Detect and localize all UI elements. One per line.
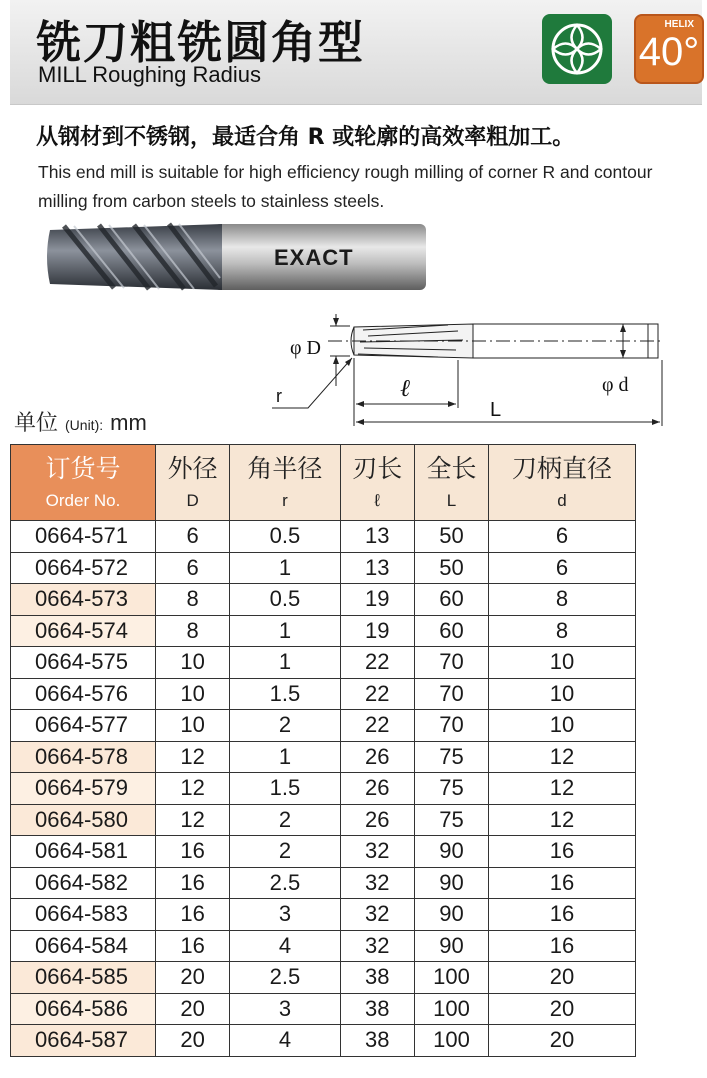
cell-d: 10: [489, 678, 636, 710]
cell-l: 38: [340, 962, 414, 994]
table-row: [11, 1025, 636, 1057]
cell-D: 6: [156, 521, 230, 553]
cell-l: 26: [340, 804, 414, 836]
cell-order-no: 0664-574: [11, 615, 156, 647]
table-row: [11, 962, 636, 994]
spec-table-header: [11, 445, 636, 521]
cell-d: 8: [489, 584, 636, 616]
cell-r: 4: [230, 1025, 341, 1057]
unit-en: (Unit): [65, 417, 100, 433]
helix-label: HELIX: [664, 19, 694, 30]
col-order-no: 订货号 Order No.: [11, 445, 156, 521]
cell-order-no: 0664-585: [11, 962, 156, 994]
cell-L: 75: [414, 804, 488, 836]
cell-d: 16: [489, 930, 636, 962]
cell-d: 8: [489, 615, 636, 647]
table-row: [11, 899, 636, 931]
cell-d: 6: [489, 552, 636, 584]
cell-order-no: 0664-581: [11, 836, 156, 868]
table-row: [11, 678, 636, 710]
cell-L: 60: [414, 615, 488, 647]
cell-D: 20: [156, 993, 230, 1025]
cell-L: 90: [414, 867, 488, 899]
cell-d: 20: [489, 962, 636, 994]
cell-L: 70: [414, 710, 488, 742]
cell-l: 32: [340, 867, 414, 899]
cell-d: 12: [489, 773, 636, 805]
page-title-en: MILL Roughing Radius: [38, 62, 261, 87]
four-flute-icon: [542, 14, 612, 84]
dim-label-r: r: [276, 386, 282, 406]
cell-L: 90: [414, 930, 488, 962]
col-overall-length: 全长 L: [414, 445, 488, 521]
cell-d: 12: [489, 804, 636, 836]
unit-label: [14, 406, 147, 437]
table-row: [11, 521, 636, 553]
table-row: [11, 993, 636, 1025]
cell-l: 22: [340, 647, 414, 679]
cell-order-no: 0664-582: [11, 867, 156, 899]
cell-order-no: 0664-583: [11, 899, 156, 931]
cell-l: 22: [340, 710, 414, 742]
page-title-zh: 铣刀粗铣圆角型: [36, 16, 366, 69]
table-row: [11, 741, 636, 773]
cell-D: 12: [156, 773, 230, 805]
cell-L: 60: [414, 584, 488, 616]
cell-order-no: 0664-587: [11, 1025, 156, 1057]
cell-L: 75: [414, 773, 488, 805]
description-zh: 从钢材到不锈钢，最适合角 R 或轮廓的高效率粗加工。: [36, 125, 575, 150]
table-row: [11, 615, 636, 647]
cell-l: 38: [340, 993, 414, 1025]
cell-d: 16: [489, 836, 636, 868]
cell-D: 6: [156, 552, 230, 584]
cell-r: 2: [230, 804, 341, 836]
dim-label-l: ℓ: [400, 376, 410, 402]
cell-L: 100: [414, 993, 488, 1025]
cell-D: 8: [156, 615, 230, 647]
table-row: [11, 930, 636, 962]
table-row: [11, 647, 636, 679]
cell-D: 20: [156, 962, 230, 994]
dim-label-d: φ d: [602, 374, 629, 396]
cell-D: 16: [156, 899, 230, 931]
cell-order-no: 0664-586: [11, 993, 156, 1025]
cell-r: 0.5: [230, 521, 341, 553]
cell-r: 1: [230, 741, 341, 773]
col-corner-radius: 角半径 r: [230, 445, 341, 521]
cell-L: 90: [414, 836, 488, 868]
unit-zh: 单位: [14, 411, 59, 436]
cell-L: 75: [414, 741, 488, 773]
brand-logo: EXACT: [274, 245, 354, 270]
cell-r: 2.5: [230, 867, 341, 899]
cell-order-no: 0664-575: [11, 647, 156, 679]
cell-r: 3: [230, 899, 341, 931]
cell-D: 10: [156, 710, 230, 742]
cell-L: 50: [414, 552, 488, 584]
dim-label-L: L: [490, 399, 502, 421]
cell-order-no: 0664-578: [11, 741, 156, 773]
table-row: [11, 804, 636, 836]
cell-l: 38: [340, 1025, 414, 1057]
cell-r: 3: [230, 993, 341, 1025]
cell-L: 90: [414, 899, 488, 931]
cell-r: 1: [230, 647, 341, 679]
spec-table: [10, 444, 636, 1057]
cell-l: 26: [340, 741, 414, 773]
cell-D: 12: [156, 741, 230, 773]
unit-value: mm: [110, 410, 147, 435]
cell-r: 2: [230, 836, 341, 868]
col-shank-diameter: 刀柄直径 d: [489, 445, 636, 521]
cell-order-no: 0664-572: [11, 552, 156, 584]
cell-r: 4: [230, 930, 341, 962]
cell-L: 100: [414, 1025, 488, 1057]
cell-r: 1: [230, 615, 341, 647]
cell-order-no: 0664-584: [11, 930, 156, 962]
cell-D: 16: [156, 930, 230, 962]
cell-order-no: 0664-571: [11, 521, 156, 553]
table-row: [11, 836, 636, 868]
cell-D: 10: [156, 678, 230, 710]
cell-l: 13: [340, 552, 414, 584]
cell-d: 20: [489, 1025, 636, 1057]
unit-sep: :: [99, 417, 104, 433]
cell-L: 70: [414, 678, 488, 710]
cell-D: 16: [156, 867, 230, 899]
cell-l: 32: [340, 930, 414, 962]
cell-d: 6: [489, 521, 636, 553]
cell-order-no: 0664-576: [11, 678, 156, 710]
cell-order-no: 0664-579: [11, 773, 156, 805]
cell-l: 19: [340, 615, 414, 647]
col-flute-length: 刃长 ℓ: [340, 445, 414, 521]
helix-angle-badge: [634, 14, 704, 84]
cell-d: 10: [489, 647, 636, 679]
cell-d: 10: [489, 710, 636, 742]
cell-r: 2: [230, 710, 341, 742]
dimension-drawing: [268, 300, 668, 430]
table-row: [11, 552, 636, 584]
cell-D: 10: [156, 647, 230, 679]
cell-D: 16: [156, 836, 230, 868]
title-banner: [10, 0, 702, 105]
cell-d: 20: [489, 993, 636, 1025]
cell-L: 100: [414, 962, 488, 994]
table-row: [11, 867, 636, 899]
cell-l: 13: [340, 521, 414, 553]
col-diameter: 外径 D: [156, 445, 230, 521]
cell-r: 1.5: [230, 773, 341, 805]
cell-l: 19: [340, 584, 414, 616]
cell-d: 16: [489, 867, 636, 899]
cell-D: 12: [156, 804, 230, 836]
helix-value: 40°: [638, 30, 700, 74]
cell-order-no: 0664-577: [11, 710, 156, 742]
end-mill-photo: [44, 220, 428, 294]
cell-order-no: 0664-573: [11, 584, 156, 616]
cell-r: 1: [230, 552, 341, 584]
table-row: [11, 584, 636, 616]
cell-L: 50: [414, 521, 488, 553]
cell-D: 20: [156, 1025, 230, 1057]
cell-r: 0.5: [230, 584, 341, 616]
table-row: [11, 710, 636, 742]
table-row: [11, 773, 636, 805]
cell-l: 26: [340, 773, 414, 805]
cell-order-no: 0664-580: [11, 804, 156, 836]
cell-l: 32: [340, 899, 414, 931]
description-en: This end mill is suitable for high efficiency rough milling of corner R and contour milling from carbon steels to stainless steels.: [38, 162, 653, 211]
cell-L: 70: [414, 647, 488, 679]
cell-d: 16: [489, 899, 636, 931]
cell-l: 32: [340, 836, 414, 868]
dim-label-D: φ D: [290, 337, 321, 359]
cell-D: 8: [156, 584, 230, 616]
cell-r: 2.5: [230, 962, 341, 994]
cell-r: 1.5: [230, 678, 341, 710]
cell-l: 22: [340, 678, 414, 710]
cell-d: 12: [489, 741, 636, 773]
